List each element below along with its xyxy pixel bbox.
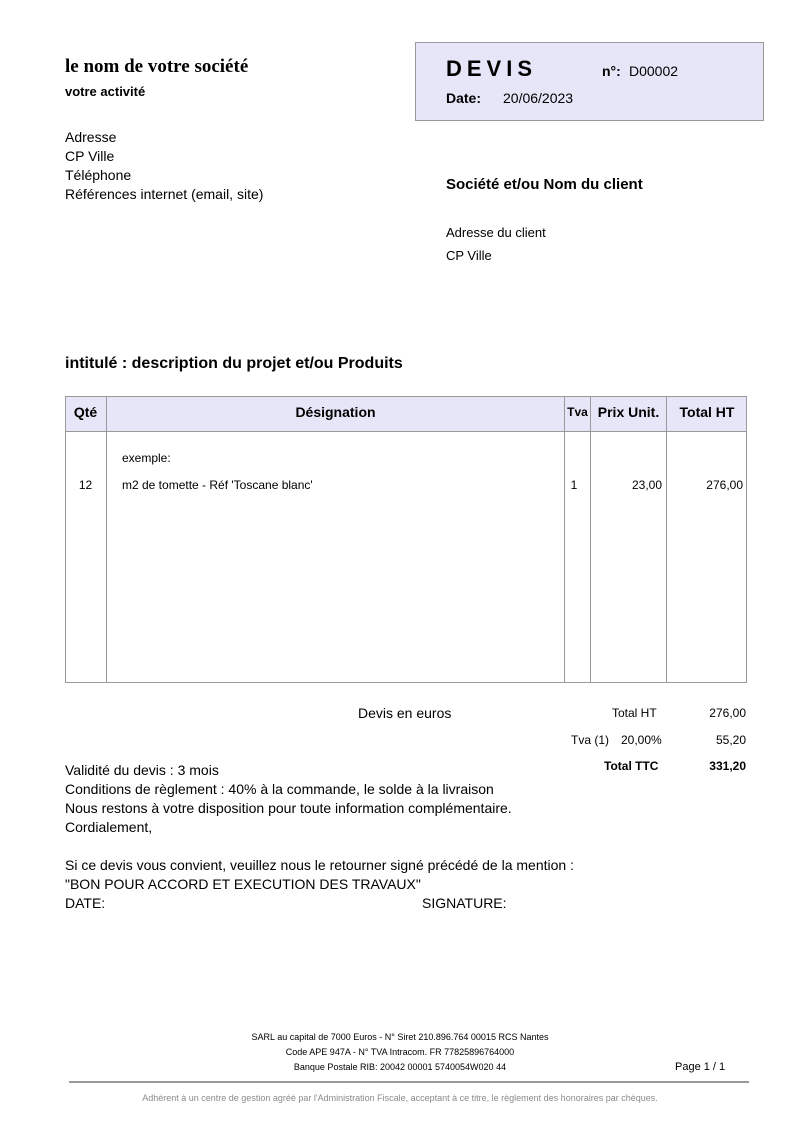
total-ttc-value: 331,20 bbox=[709, 759, 746, 773]
quote-number-label: n°: bbox=[602, 63, 621, 79]
sender-web: Références internet (email, site) bbox=[65, 186, 264, 202]
column-divider bbox=[106, 396, 107, 683]
quote-title: DEVIS bbox=[446, 56, 538, 81]
footer-legal-line-3: Banque Postale RIB: 20042 00001 5740054W020 44 bbox=[293, 1062, 507, 1072]
company-activity: votre activité bbox=[65, 84, 146, 99]
header-total-ht: Total HT bbox=[679, 404, 735, 420]
header-qty: Qté bbox=[73, 404, 98, 420]
client-address: Adresse du client bbox=[446, 225, 546, 240]
total-ht-value: 276,00 bbox=[709, 706, 746, 720]
column-divider bbox=[564, 396, 565, 683]
client-city: CP Ville bbox=[446, 248, 492, 263]
quote-date-label: Date: bbox=[446, 90, 482, 106]
footer-legal-line-2: Code APE 947A - N° TVA Intracom. FR 77825896764000 bbox=[285, 1047, 515, 1057]
sender-address: Adresse bbox=[65, 129, 117, 145]
date-field-label: DATE: bbox=[65, 895, 106, 911]
client-name: Société et/ou Nom du client bbox=[446, 176, 643, 193]
validity-text: Validité du devis : 3 mois bbox=[65, 762, 219, 778]
project-title: intitulé : description du projet et/ou Produits bbox=[65, 355, 403, 372]
tva-amount: 55,20 bbox=[715, 733, 746, 747]
currency-note: Devis en euros bbox=[358, 705, 452, 721]
footer-divider bbox=[69, 1081, 749, 1083]
total-ht-label: Total HT bbox=[612, 706, 657, 720]
column-divider bbox=[590, 396, 591, 683]
table-note: exemple: bbox=[122, 451, 171, 465]
sender-phone: Téléphone bbox=[65, 167, 132, 183]
footer-legal-line-1: SARL au capital de 7000 Euros - N° Siret 210.896.764 00015 RCS Nantes bbox=[251, 1032, 549, 1042]
acceptance-text: Si ce devis vous convient, veuillez nous le retourner signé précédé de la mention : bbox=[65, 857, 574, 873]
row-total-ht: 276,00 bbox=[706, 478, 743, 492]
footer-note: Adhérent à un centre de gestion agréé par l'Administration Fiscale, acceptant à ce titre, le règlement des honoraires par chèques. bbox=[142, 1093, 658, 1103]
payment-terms-text: Conditions de règlement : 40% à la commande, le solde à la livraison bbox=[65, 781, 494, 797]
header-tva: Tva bbox=[567, 405, 588, 419]
row-qty: 12 bbox=[78, 478, 93, 492]
signature-field-label: SIGNATURE: bbox=[422, 895, 507, 911]
tva-label: Tva (1) bbox=[571, 733, 610, 747]
quote-date: 20/06/2023 bbox=[503, 90, 574, 106]
row-designation: m2 de tomette - Réf 'Toscane blanc' bbox=[122, 478, 313, 492]
items-table bbox=[65, 396, 747, 683]
total-ttc-label: Total TTC bbox=[604, 759, 659, 773]
column-divider bbox=[666, 396, 667, 683]
acceptance-mention: "BON POUR ACCORD ET EXECUTION DES TRAVAUX" bbox=[65, 876, 421, 892]
header-unit-price: Prix Unit. bbox=[597, 404, 660, 420]
row-tva: 1 bbox=[570, 478, 578, 492]
row-unit-price: 23,00 bbox=[631, 478, 662, 492]
closing-text: Cordialement, bbox=[65, 819, 153, 835]
availability-text: Nous restons à votre disposition pour toute information complémentaire. bbox=[65, 800, 512, 816]
quote-number: D00002 bbox=[629, 63, 679, 79]
tva-rate: 20,00% bbox=[621, 733, 662, 747]
company-name: le nom de votre société bbox=[65, 56, 249, 77]
header-designation: Désignation bbox=[295, 404, 376, 420]
sender-city: CP Ville bbox=[65, 148, 115, 164]
page-number: Page 1 / 1 bbox=[675, 1061, 726, 1073]
